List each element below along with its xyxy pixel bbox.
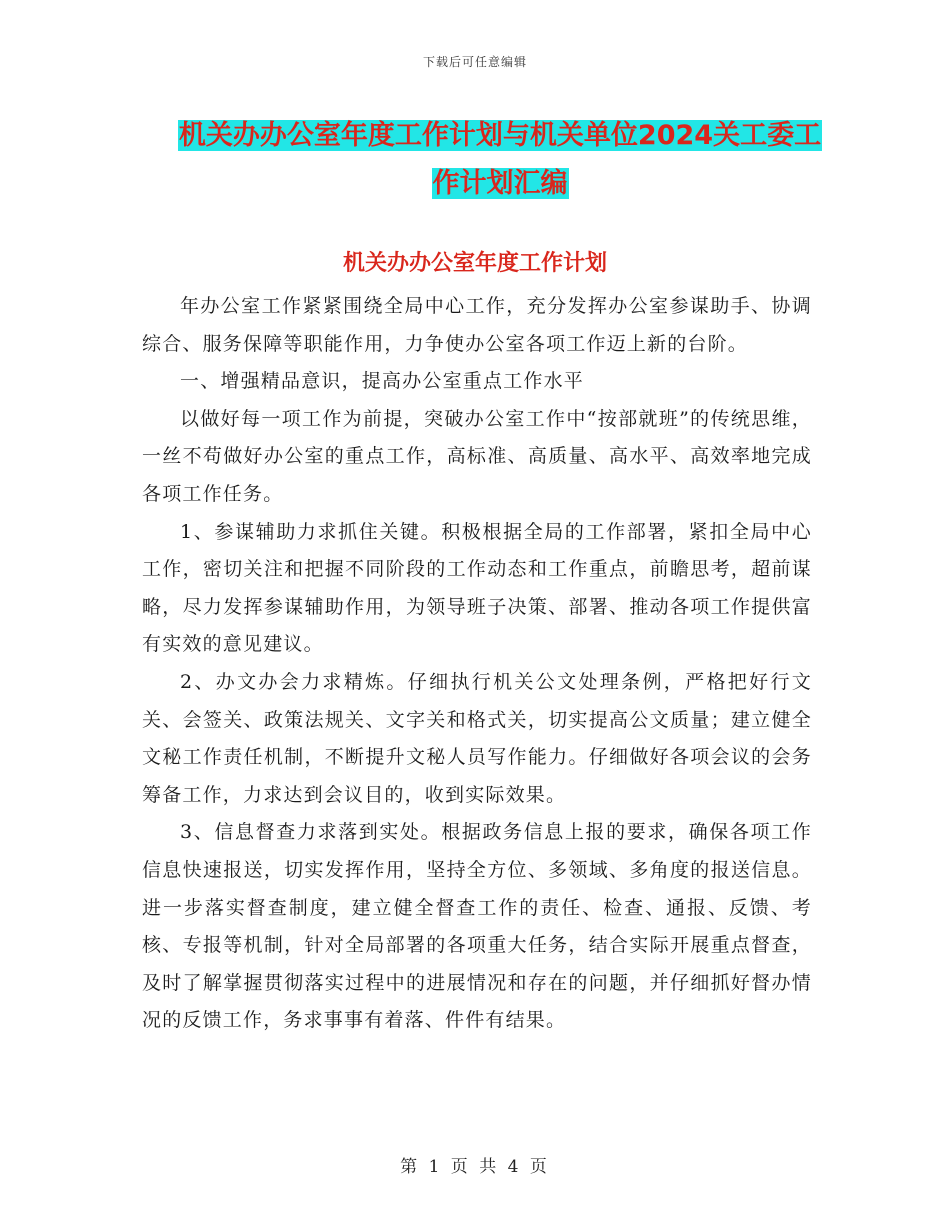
- document-title-line-2: 作计划汇编: [432, 168, 568, 199]
- document-body: [142, 288, 812, 1040]
- paragraph-intro: 年办公室工作紧紧围绕全局中心工作，充分发挥办公室参谋助手、协调综合、服务保障等职能作用，力争使办公室各项工作迈上新的台阶。: [142, 295, 812, 355]
- page-number: 第 1 页 共 4 页: [400, 1157, 550, 1177]
- paragraph-heading-1: 一、增强精品意识，提高办公室重点工作水平: [180, 370, 585, 393]
- document-title-line-1: 机关办办公室年度工作计划与机关单位2024关工委工: [178, 120, 822, 151]
- header-note: 下载后可任意编辑: [422, 55, 527, 69]
- paragraph-principle: 以做好每一项工作为前提，突破办公室工作中“按部就班”的传统思维，一丝不苟做好办公室的重点工作，高标准、高质量、高水平、高效率地完成各项工作任务。: [142, 407, 812, 505]
- section-title: 机关办办公室年度工作计划: [342, 251, 607, 276]
- paragraph-item-3: 3、信息督查力求落到实处。根据政务信息上报的要求，确保各项工作信息快速报送，切实发挥作用，坚持全方位、多领域、多角度的报送信息。进一步落实督查制度，建立健全督查工作的责任、检查、通报、反馈、考核、专报等机制，针对全局部署的各项重大任务，结合实际开展重点督查，及时了解掌握贯彻落实过程中的进展情况和存在的问题，并仔细抓好督办情况的反馈工作，务求事事有着落、件件有结果。: [142, 821, 812, 1032]
- document-title: [120, 112, 880, 208]
- paragraph-item-1: 1、参谋辅助力求抓住关键。积极根据全局的工作部署，紧扣全局中心工作，密切关注和把握不同阶段的工作动态和工作重点，前瞻思考，超前谋略，尽力发挥参谋辅助作用，为领导班子决策、部署、推动各项工作提供富有实效的意见建议。: [142, 520, 812, 656]
- paragraph-item-2: 2、办文办会力求精炼。仔细执行机关公文处理条例，严格把好行文关、会签关、政策法规关、文字关和格式关，切实提高公文质量；建立健全文秘工作责任机制，不断提升文秘人员写作能力。仔细做好各项会议的会务筹备工作，力求达到会议目的，收到实际效果。: [142, 670, 812, 806]
